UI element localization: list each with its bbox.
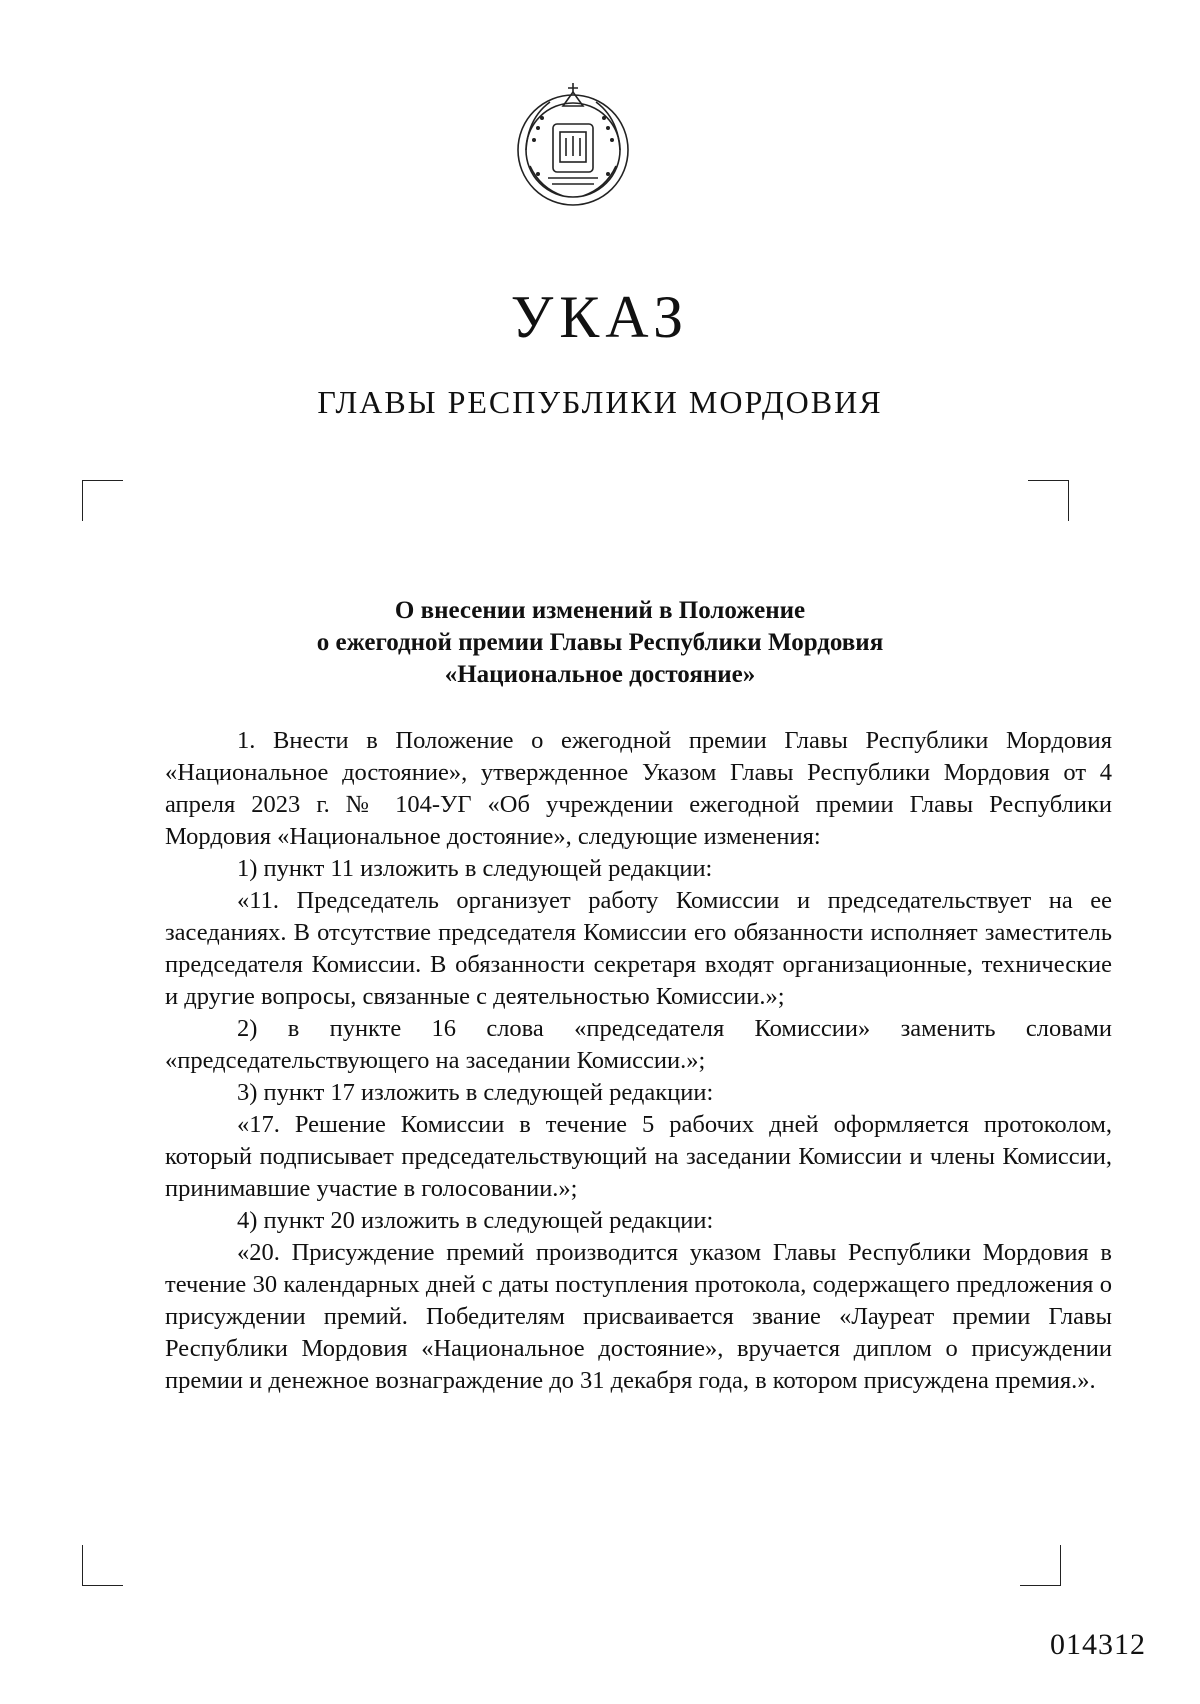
- corner-mark-top-right: [1028, 480, 1069, 521]
- body-paragraph: 4) пункт 20 изложить в следующей редакции:: [237, 1207, 714, 1234]
- corner-mark-top-left: [82, 480, 123, 521]
- body-paragraph: 2) в пункте 16 слова «председателя Комиссии» заменить словами «председательствующего на заседании Комиссии.»;: [165, 1015, 1112, 1074]
- title-line: «Национальное достояние»: [444, 661, 756, 688]
- body-paragraph: «20. Присуждение премий производится указом Главы Республики Мордовия в течение 30 календарных дней с даты поступления протокола, содержащего предложения о присуждении премий. Победителям присваивается звание «Лауреат премии Главы Республики Мордовия «Национальное достояние», вручается диплом о присуждении премии и денежное вознаграждение до 31 декабря года, в котором присуждена премия.».: [165, 1239, 1112, 1394]
- body-paragraph: 1) пункт 11 изложить в следующей редакции:: [237, 855, 713, 882]
- issuer-heading: ГЛАВЫ РЕСПУБЛИКИ МОРДОВИЯ: [317, 384, 883, 420]
- document-body: [165, 725, 1112, 1397]
- corner-mark-bottom-left: [82, 1545, 123, 1586]
- body-paragraph: «17. Решение Комиссии в течение 5 рабочих дней оформляется протоколом, который подписывает председательствующий на заседании Комиссии и члены Комиссии, принимавшие участие в голосовании.»;: [165, 1111, 1112, 1202]
- corner-mark-bottom-right: [1020, 1545, 1061, 1586]
- body-paragraph: 3) пункт 17 изложить в следующей редакции:: [237, 1079, 714, 1106]
- document-type: УКАЗ: [510, 284, 690, 350]
- body-paragraph: «11. Председатель организует работу Комиссии и председательствует на ее заседаниях. В отсутствие председателя Комиссии его обязанности исполняет заместитель председателя Комиссии. В обязанности секретаря входят организационные, технические и другие вопросы, связанные с деятельностью Комиссии.»;: [165, 887, 1112, 1010]
- serial-number: 014312: [1050, 1628, 1146, 1661]
- document-title: [0, 595, 1200, 691]
- title-line: о ежегодной премии Главы Республики Мордовия: [316, 629, 884, 656]
- coat-of-arms-icon: [508, 78, 638, 218]
- title-line: О внесении изменений в Положение: [394, 597, 806, 624]
- body-paragraph: 1. Внести в Положение о ежегодной премии Главы Республики Мордовия «Национальное достояние», утвержденное Указом Главы Республики Мордовия от 4 апреля 2023 г. № 104-УГ «Об учреждении ежегодной премии Главы Республики Мордовия «Национальное достояние», следующие изменения:: [165, 727, 1112, 850]
